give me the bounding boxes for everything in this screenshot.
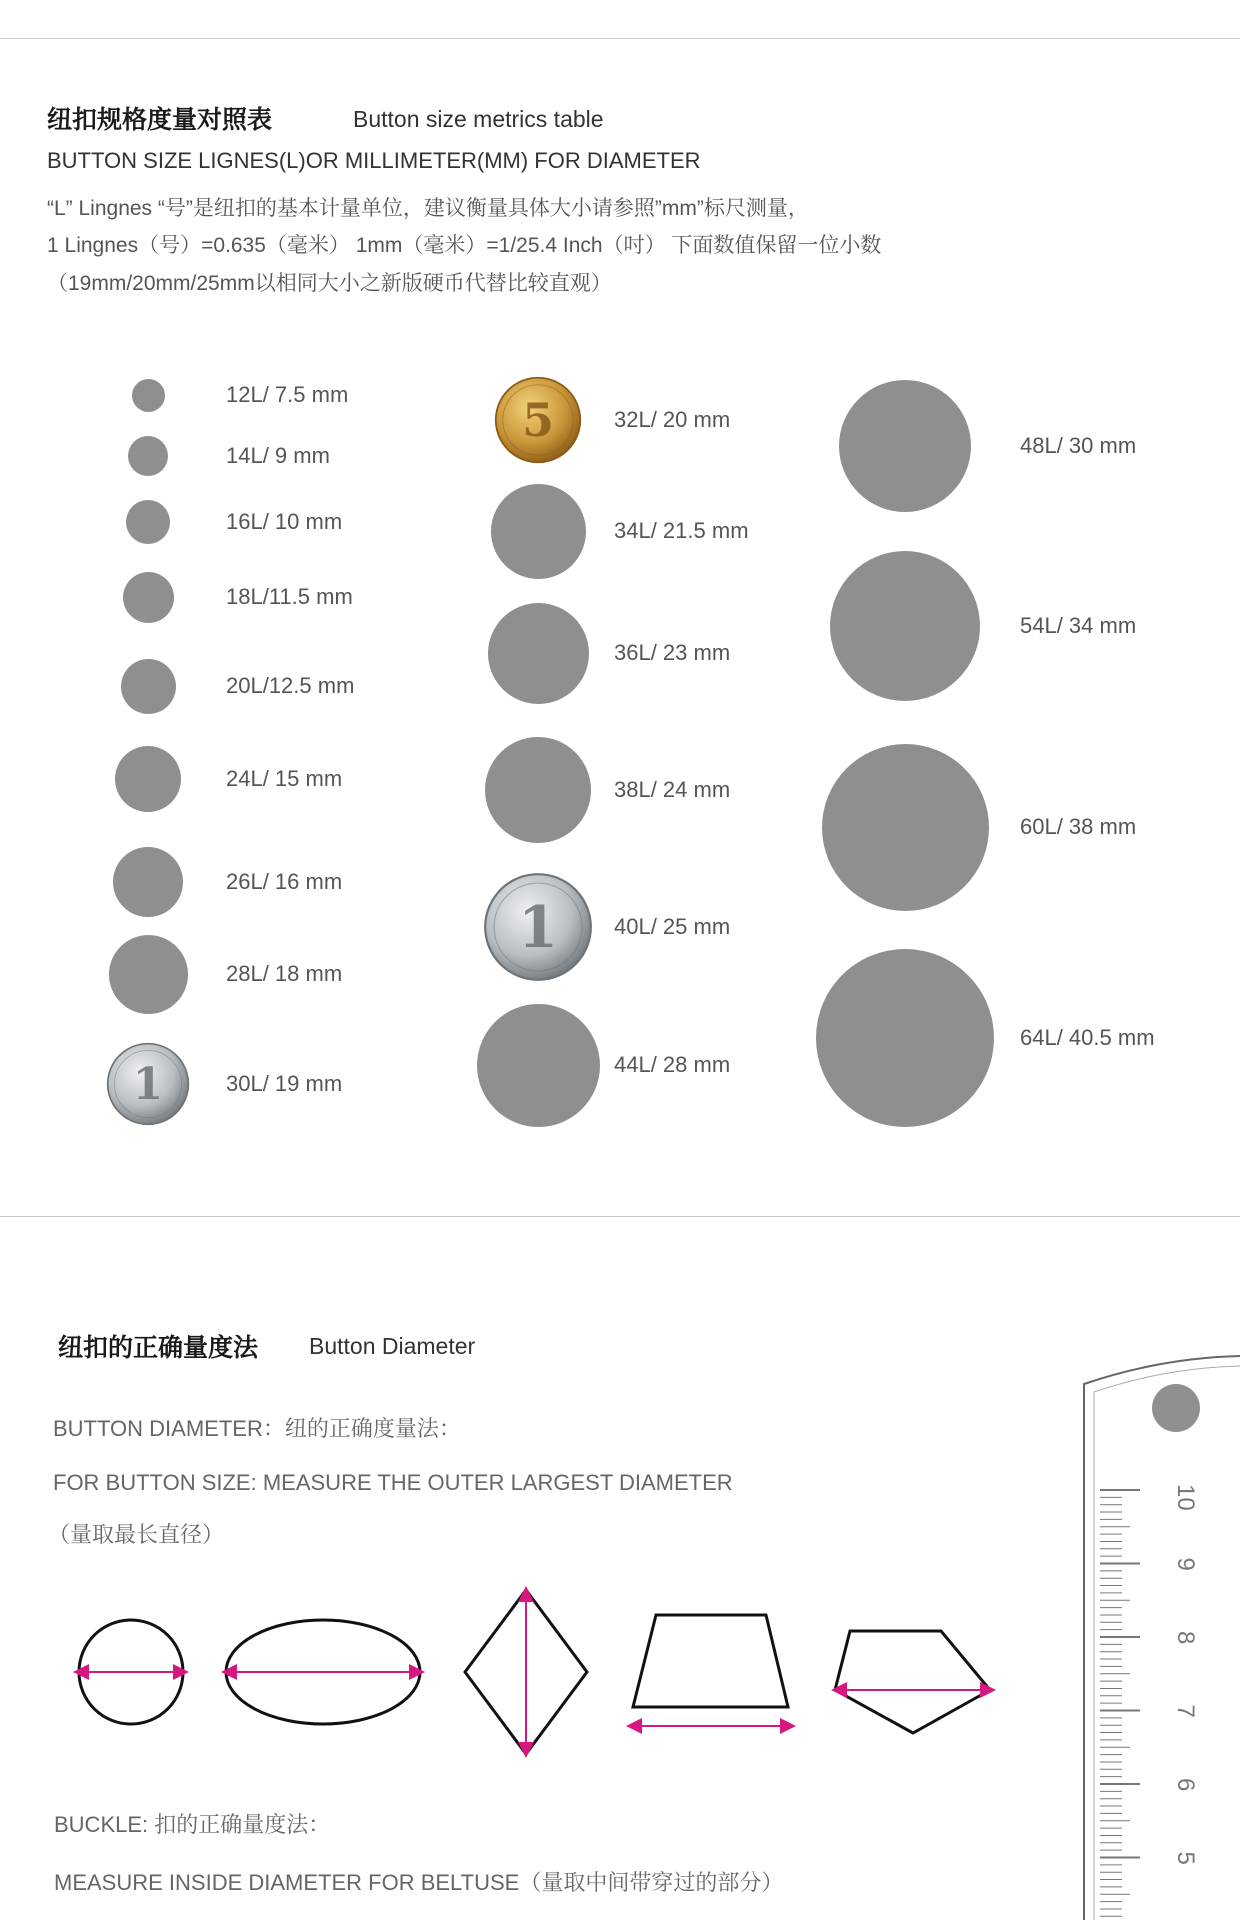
measure-title-en: Button Diameter <box>309 1333 476 1359</box>
size-label: 20L/12.5 mm <box>226 673 355 698</box>
size-sample-disc <box>491 484 586 579</box>
size-table-note-1: “L” Lingnes “号”是纽扣的基本计量单位，建议衡量具体大小请参照”mm”标尺测量， <box>47 197 809 220</box>
top-divider <box>0 38 1240 39</box>
size-label: 30L/ 19 mm <box>226 1071 343 1096</box>
size-label: 34L/ 21.5 mm <box>614 518 749 543</box>
ruler-number: 5 <box>1172 1851 1199 1865</box>
size-table-note-3: （19mm/20mm/25mm以相同大小之新版硬币代替比较直观） <box>47 272 612 295</box>
size-sample-disc <box>485 737 591 843</box>
measure-shapes-illustration <box>0 1580 1040 1770</box>
size-label: 38L/ 24 mm <box>614 777 731 802</box>
coin-5jiao-icon <box>494 376 582 464</box>
size-label: 12L/ 7.5 mm <box>226 382 349 407</box>
size-sample-disc <box>113 847 183 917</box>
size-sample-disc <box>816 949 994 1127</box>
size-label: 40L/ 25 mm <box>614 914 731 939</box>
size-table-note-2: 1 Lingnes（号）=0.635（毫米） 1mm（毫米）=1/25.4 Inch（吋） 下面数值保留一位小数 <box>47 234 882 257</box>
coin-1yuan-icon <box>483 872 593 982</box>
size-label: 14L/ 9 mm <box>226 443 330 468</box>
coin-1yuan-icon <box>106 1042 190 1126</box>
size-label: 24L/ 15 mm <box>226 766 343 791</box>
size-label: 32L/ 20 mm <box>614 407 731 432</box>
size-label: 28L/ 18 mm <box>226 961 343 986</box>
size-label: 26L/ 16 mm <box>226 869 343 894</box>
buckle-measure-line: BUCKLE: 扣的正确量度法： <box>54 1812 331 1837</box>
size-sample-disc <box>109 935 188 1014</box>
size-sample-disc <box>128 436 168 476</box>
size-sample-disc <box>822 744 989 911</box>
size-sample-disc <box>830 551 980 701</box>
size-table-title-en: Button size metrics table <box>353 106 604 132</box>
trapezoid-shape <box>633 1615 788 1726</box>
size-label: 44L/ 28 mm <box>614 1052 731 1077</box>
size-table-title-cn: 纽扣规格度量对照表 <box>47 106 273 134</box>
size-sample-disc <box>488 603 589 704</box>
middle-divider <box>0 1216 1240 1217</box>
ruler-illustration <box>1080 1330 1240 1920</box>
size-label: 48L/ 30 mm <box>1020 433 1137 458</box>
size-sample-disc <box>839 380 971 512</box>
size-sample-disc <box>132 379 165 412</box>
svg-text:1: 1 <box>132 1059 164 1111</box>
circle-shape <box>79 1620 183 1724</box>
ruler-number: 9 <box>1172 1557 1199 1571</box>
size-label: 54L/ 34 mm <box>1020 613 1137 638</box>
size-label: 60L/ 38 mm <box>1020 814 1137 839</box>
diamond-shape <box>465 1590 587 1754</box>
size-label: 64L/ 40.5 mm <box>1020 1025 1155 1050</box>
ruler-number: 10 <box>1172 1484 1199 1511</box>
ruler-sample-button <box>1152 1384 1200 1432</box>
size-label: 16L/ 10 mm <box>226 509 343 534</box>
ruler-number: 7 <box>1172 1704 1199 1718</box>
oval-shape <box>226 1620 420 1724</box>
button-diameter-line: BUTTON DIAMETER：纽的正确度量法： <box>53 1416 461 1441</box>
ruler-number: 8 <box>1172 1631 1199 1645</box>
button-size-rule-line: FOR BUTTON SIZE: MEASURE THE OUTER LARGEST DIAMETER <box>53 1470 733 1495</box>
size-label: 36L/ 23 mm <box>614 640 731 665</box>
size-sample-disc <box>126 500 170 544</box>
svg-text:1: 1 <box>518 893 558 961</box>
size-sample-disc <box>121 659 176 714</box>
longest-diameter-note: （量取最长直径） <box>48 1522 225 1547</box>
buckle-inside-diameter-line: MEASURE INSIDE DIAMETER FOR BELTUSE（量取中间带穿过的部分） <box>54 1870 784 1895</box>
ruler-number: 6 <box>1172 1778 1199 1792</box>
size-label: 18L/11.5 mm <box>226 584 353 609</box>
pentagon-shape <box>835 1631 990 1733</box>
size-sample-disc <box>477 1004 600 1127</box>
measure-title-cn: 纽扣的正确量度法 <box>58 1334 259 1362</box>
svg-text:5: 5 <box>522 392 554 447</box>
size-table-subtitle: BUTTON SIZE LIGNES(L)OR MILLIMETER(MM) FOR DIAMETER <box>47 148 701 173</box>
size-sample-disc <box>123 572 174 623</box>
size-sample-disc <box>115 746 181 812</box>
